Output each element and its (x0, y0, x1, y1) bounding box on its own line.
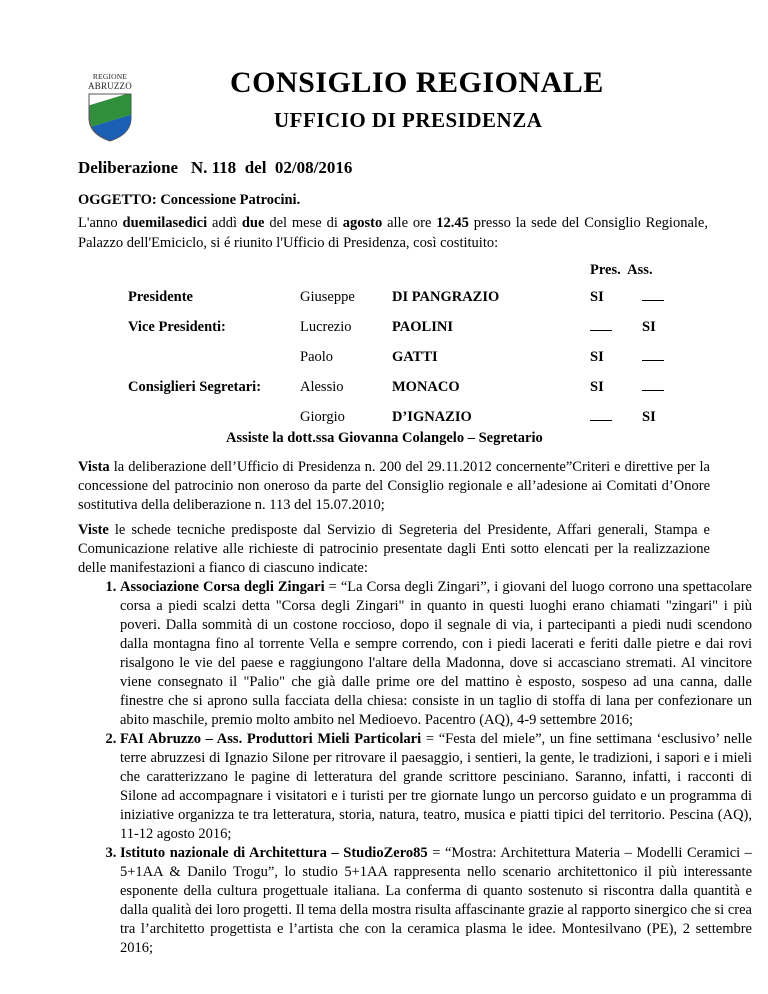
intro-year: duemilasedici (122, 215, 208, 231)
member-present: SI (590, 348, 604, 365)
list-item (120, 844, 752, 958)
member-absent (642, 282, 682, 312)
vista-text: la deliberazione dell’Ufficio di Presidenza n. 200 del 29.11.2012 concernente”Criteri e direttive per la concessione del patrocinio non oneroso da parte del Consiglio regionale e all’adesione ai Comitati d’Onore sostitutiva della deliberazione n. 113 del 15.07.2010; (78, 459, 710, 513)
page-title: CONSIGLIO REGIONALE (230, 66, 604, 99)
intro-time: 12.45 (436, 215, 469, 231)
logo-text-regione: REGIONE (92, 72, 128, 81)
viste-text: le schede tecniche predisposte dal Servizio di Segreteria del Presidente, Affari generali, Stampa e Comunicazione relative alle richieste di patrocinio presentate dagli Enti sotto elencati per la realizzazione delle manifestazioni a fianco di ciascuno indicate: (78, 522, 710, 576)
intro-text: presso la sede del Consiglio Regionale, Palazzo dell'Emiciclo, si é riunito l'Ufficio di Presidenza, così costituito: (78, 215, 708, 251)
member-last-name: D’IGNAZIO (392, 408, 472, 425)
vista-paragraph (78, 458, 710, 515)
member-first-name: Paolo (300, 348, 334, 365)
requests-list (78, 578, 752, 958)
item-org: Istituto nazionale di Architettura – StudioZero85 (120, 845, 428, 861)
deliberation-heading (78, 158, 352, 178)
deliberation-number: N. 118 (190, 158, 237, 177)
deliberation-date-prefix: del (244, 158, 267, 177)
member-role: Consiglieri Segretari: (128, 378, 262, 395)
member-first-name: Giorgio (300, 408, 345, 425)
blank-line (590, 318, 612, 331)
member-role (128, 402, 300, 432)
table-row (128, 282, 682, 312)
intro-day: due (241, 215, 265, 231)
list-item (120, 578, 752, 730)
deliberation-date: 02/08/2016 (274, 158, 353, 177)
item-org: FAI Abruzzo – Ass. Produttori Mieli Particolari (120, 731, 422, 747)
list-item (120, 730, 752, 844)
intro-month: agosto (342, 215, 383, 231)
blank-line (642, 288, 664, 301)
member-absent (642, 342, 682, 372)
blank-line (642, 378, 664, 391)
item-org: Associazione Corsa degli Zingari (120, 579, 325, 595)
item-text: = “Mostra: Architettura Materia – Modelli Ceramici – 5+1AA & Danilo Trogu”, lo studio 5+1AA rappresenta nello scenario architettonico il più interessante esponente della cultura progettuale italiana. La conferma di quanto sostenuto si riscontra dalla quantità e dalla qualità dei loro progetti. Il tema della mostra risulta affascinante grazie al rapporto sinergico che si crea tra l’architetto progettista e l’artista che con la ceramica plasma le idee. Montesilvano (PE), 2 settembre 2016; (120, 845, 752, 956)
member-role (128, 342, 300, 372)
blank-line (590, 408, 612, 421)
member-last-name: DI PANGRAZIO (392, 288, 500, 305)
member-present: SI (590, 378, 604, 395)
members-table (128, 282, 682, 432)
attendance-header: Pres. Ass. (590, 262, 653, 278)
intro-paragraph (78, 213, 708, 253)
table-row (128, 402, 682, 432)
member-absent (642, 372, 682, 402)
member-first-name: Giuseppe (300, 288, 355, 305)
intro-text: alle ore (382, 215, 437, 231)
member-present: SI (590, 288, 604, 305)
blank-line (642, 348, 664, 361)
member-first-name: Alessio (300, 378, 344, 395)
member-role: Presidente (128, 288, 193, 305)
member-absent: SI (642, 408, 656, 425)
regione-abruzzo-logo (78, 70, 142, 142)
deliberation-label: Deliberazione (78, 158, 179, 177)
viste-paragraph (78, 521, 710, 578)
page-subtitle: UFFICIO DI PRESIDENZA (274, 108, 543, 132)
item-text: = “Festa del miele”, un fine settimana ‘esclusivo’ nelle terre abruzzesi di Ignazio Silone per ritrovare il paesaggio, i sentieri, la gente, le tradizioni, i sapori e i mieli che caratterizzano le pagine di letteratura del grande scrittore pesciniano. Saranno, infatti, i racconti di Silone ad accompagnare i visitatori e i turisti per tre giornate lungo un percorso guidato e un programma di iniziative organizza te tra letteratura, storia, natura, teatro, musica e piatti tipici del territorio. Pescina (AQ), 11-12 agosto 2016; (120, 731, 752, 842)
intro-text: addì (207, 215, 242, 231)
shield-icon (87, 92, 133, 142)
subject-line: OGGETTO: Concessione Patrocini. (78, 192, 301, 208)
logo-text-abruzzo: ABRUZZO (88, 81, 132, 91)
member-present (590, 312, 642, 342)
member-last-name: PAOLINI (392, 318, 453, 335)
member-first-name: Lucrezio (300, 318, 352, 335)
secretary-line: Assiste la dott.ssa Giovanna Colangelo – Segretario (226, 430, 543, 446)
vista-lead: Vista (78, 459, 110, 475)
member-role: Vice Presidenti: (128, 318, 226, 335)
member-present (590, 402, 642, 432)
table-row (128, 342, 682, 372)
table-row (128, 372, 682, 402)
viste-lead: Viste (78, 522, 109, 538)
member-absent: SI (642, 318, 656, 335)
intro-text: L'anno (78, 215, 123, 231)
member-last-name: MONACO (392, 378, 460, 395)
member-last-name: GATTI (392, 348, 438, 365)
item-text: = “La Corsa degli Zingari”, i giovani del luogo corrono una spettacolare corsa a piedi scalzi detta "Corsa degli Zingari" in quanto in questi luoghi erano chiamati "zingari" i più poveri. Dalla sommità di un costone roccioso, dopo il segnale di via, i partecipanti a piedi nudi scendono dalla montagna fino al torrente Vella e sempre correndo, con i piedi lacerati e feriti dalle pietre e dai rovi risalgono le vie del paese e raggiungono l'altare della Madonna, dove si accasciano stremati. Al vincitore viene consegnato il "Palio" che già dalle prime ore del mattino è esposto, sospeso ad una canna, dalle finestre che si aprono sulla facciata della chiesa: consiste in un taglio di stoffa di lana per confezionare un abito maschile, premio molto ambito nel Medioevo. Pacentro (AQ), 4-9 settembre 2016; (120, 579, 752, 728)
table-row (128, 312, 682, 342)
intro-text: del mese di (264, 215, 343, 231)
